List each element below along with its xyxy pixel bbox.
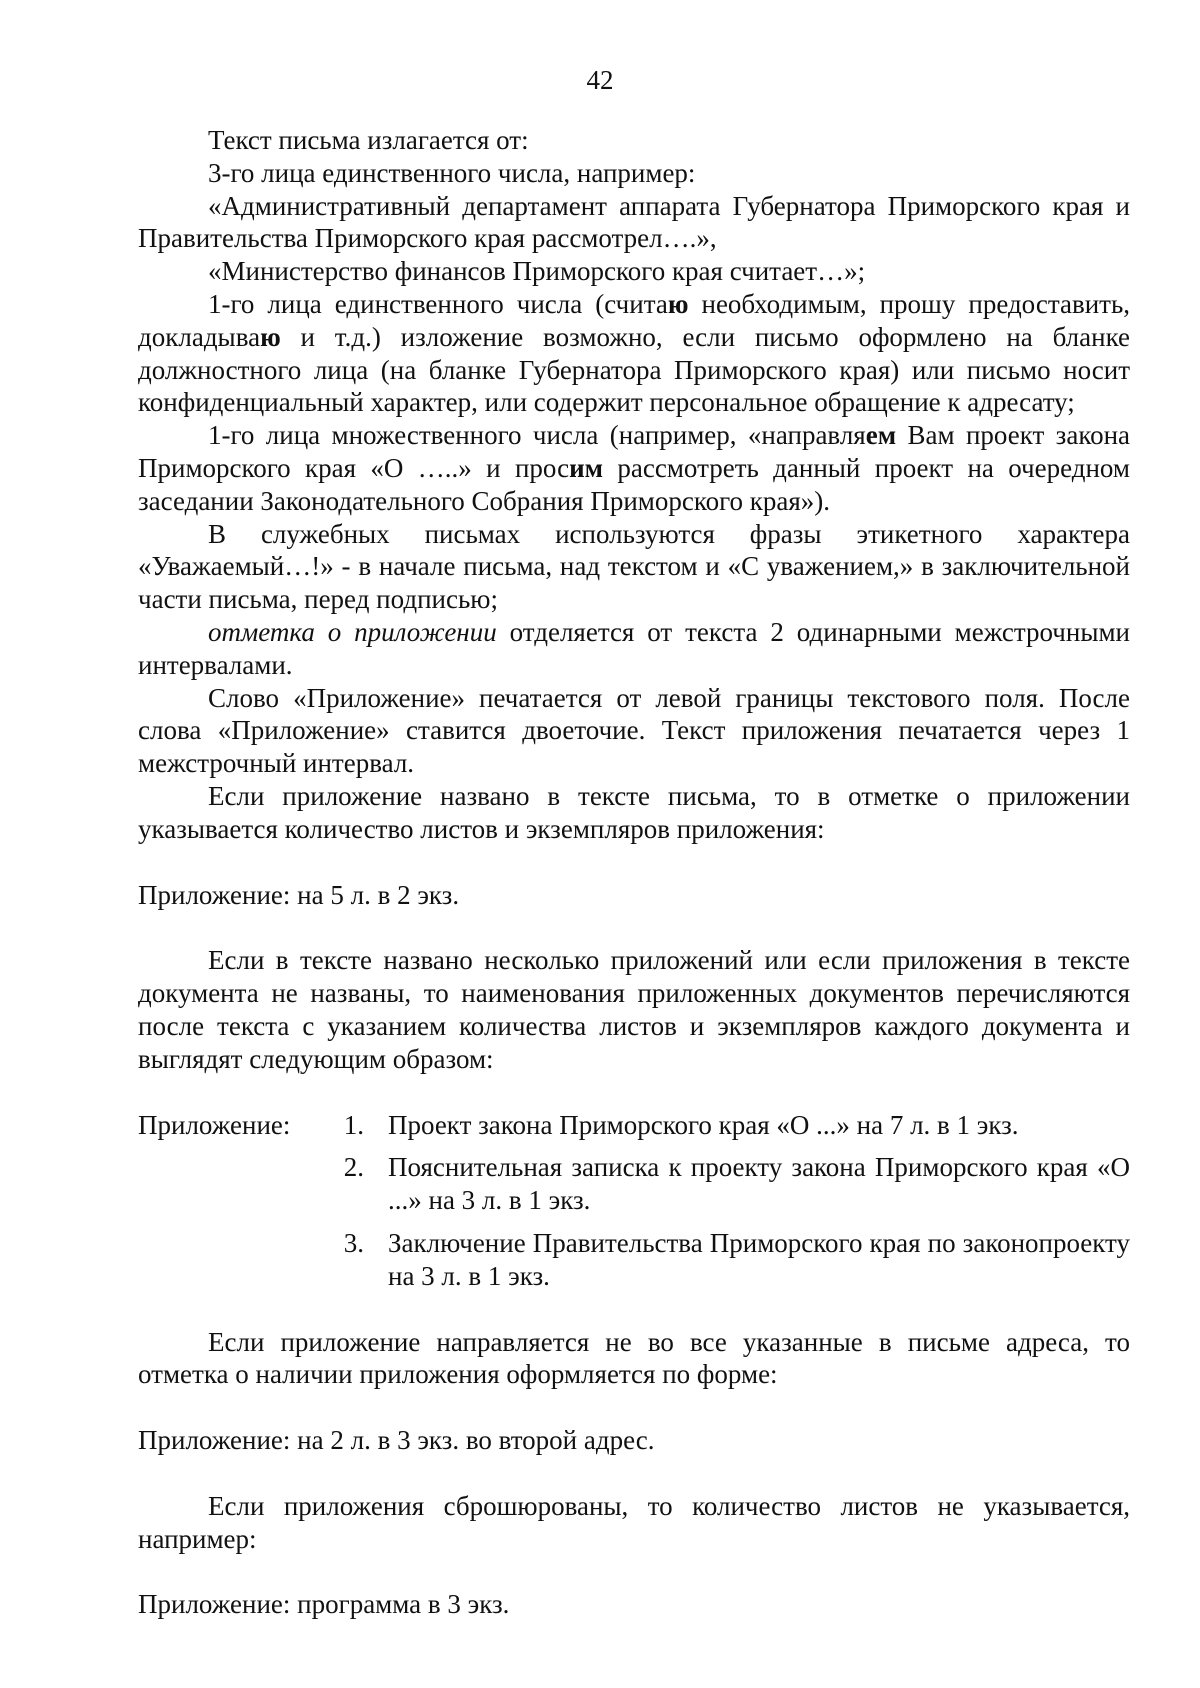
paragraph-multiple-attachments: Если в тексте названо несколько приложений или если приложения в тексте документа не названы, то наименования приложенных документов перечисляются после текста с указанием количества листов и экземпляров каждого документа и выглядят следующим образом:	[138, 945, 1130, 1074]
page-number: 42	[586, 65, 614, 95]
attachment-list-text: Заключение Правительства Приморского края по законопроекту на 3 л. в 1 экз.	[388, 1227, 1130, 1291]
example-attachment-1: Приложение: на 5 л. в 2 экз.	[138, 879, 460, 910]
attachment-list-number: 3.	[343, 1227, 364, 1258]
paragraph-first-person-plural: 1-го лица множественного числа (например, «направляем Вам проект закона Приморского края «О …..» и просим рассмотреть данный проект на очередном заседании Законодательного Собрания Приморского края»).	[138, 420, 1131, 516]
attachment-list-text: Пояснительная записка к проекту закона Приморского края «О ...» на 3 л. в 1 экз.	[388, 1152, 1130, 1216]
attachment-list	[138, 1109, 1130, 1293]
paragraph-bound-attachments: Если приложения сброшюрованы, то количество листов не указывается, например:	[138, 1490, 1130, 1554]
attachment-list-number: 1.	[343, 1109, 364, 1140]
paragraph-third-person: 3-го лица единственного числа, например:	[208, 157, 696, 188]
paragraph-attachment-count: Если приложение названо в тексте письма, то в отметке о приложении указывается количество листов и экземпляров приложения:	[138, 780, 1130, 844]
example-attachment-2: Приложение: на 2 л. в 3 экз. во второй адрес.	[138, 1425, 655, 1456]
attachment-list-label: Приложение:	[138, 1109, 291, 1140]
attachment-list-item	[138, 1227, 1130, 1293]
paragraph-etiquette: В служебных письмах используются фразы этикетного характера «Уважаемый…!» - в начале письма, над текстом и «С уважением,» в заключительной части письма, перед подписью;	[138, 518, 1130, 615]
example-attachment-3: Приложение: программа в 3 экз.	[138, 1589, 510, 1620]
attachment-list-item	[138, 1109, 1130, 1142]
paragraph-partial-addresses: Если приложение направляется не во все указанные в письме адреса, то отметка о наличии приложения оформляется по форме:	[138, 1326, 1130, 1390]
paragraph-attachment-word: Слово «Приложение» печатается от левой границы текстового поля. После слова «Приложение» ставится двоеточие. Текст приложения печатается через 1 межстрочный интервал.	[138, 682, 1130, 779]
attachment-list-text: Проект закона Приморского края «О ...» на 7 л. в 1 экз.	[388, 1109, 1019, 1140]
paragraph-first-person-singular: 1-го лица единственного числа (считаю необходимым, прошу предоставить, докладываю и т.д.) изложение возможно, если письмо оформлено на бланке должностного лица (на бланке Губернатора Приморского края) или письмо носит конфиденциальный характер, или содержит персональное обращение к адресату;	[138, 288, 1131, 418]
paragraph-intro: Текст письма излагается от:	[208, 125, 529, 155]
paragraph-attachment-note: отметка о приложении отделяется от текста 2 одинарными межстрочными интервалами.	[138, 616, 1130, 680]
document-body	[138, 124, 1130, 1621]
attachment-list-number: 2.	[343, 1152, 364, 1183]
paragraph-example-finance: «Министерство финансов Приморского края считает…»;	[208, 256, 866, 287]
paragraph-example-admin: «Административный департамент аппарата Губернатора Приморского края и Правительства Приморского края рассмотрел….»,	[138, 190, 1130, 254]
attachment-list-item	[138, 1151, 1130, 1217]
